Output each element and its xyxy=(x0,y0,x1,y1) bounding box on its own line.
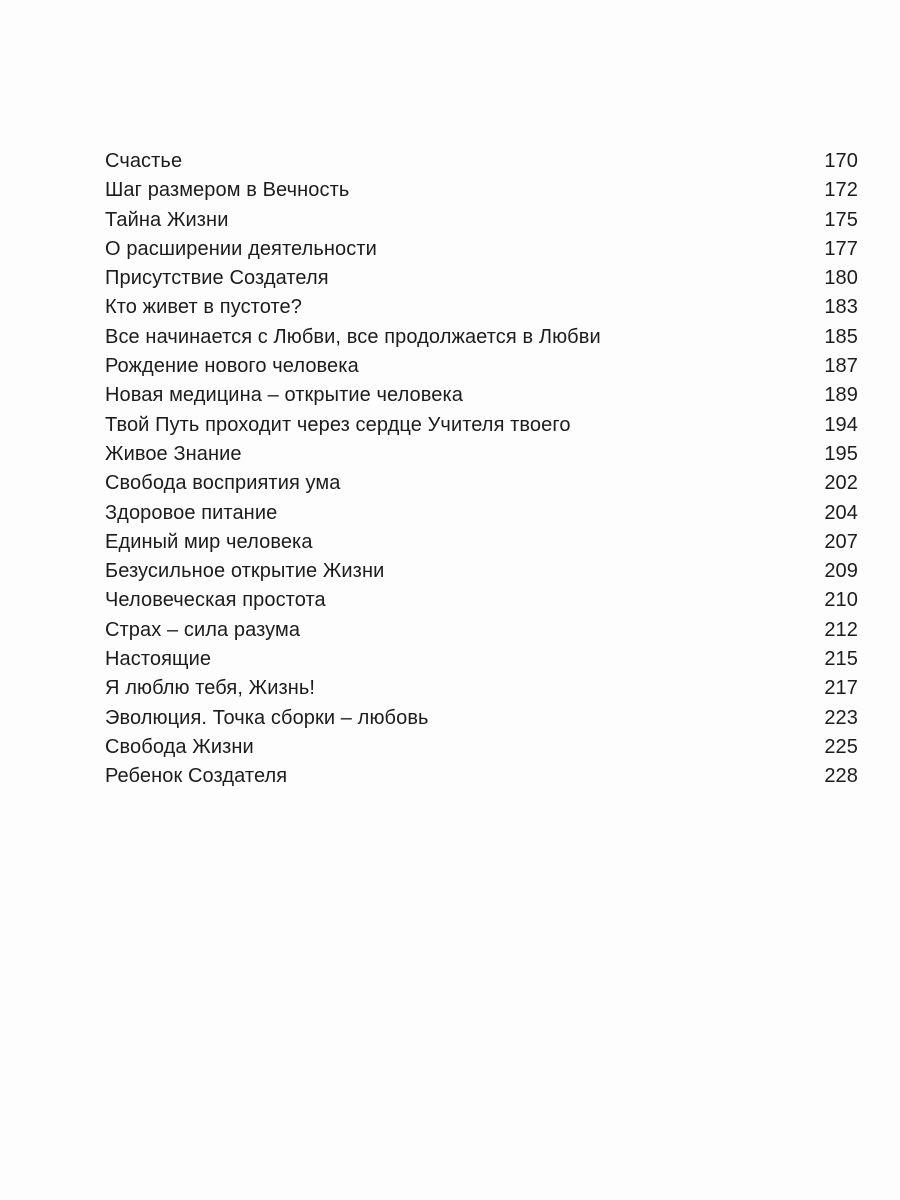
toc-entry xyxy=(105,736,858,765)
toc-entry xyxy=(105,296,858,325)
toc-entry-page: 223 xyxy=(824,706,858,729)
toc-entry-page: 172 xyxy=(824,179,858,202)
toc-entry-page: 215 xyxy=(824,648,858,671)
toc-entry xyxy=(105,765,858,794)
toc-entry-title: О расширении деятельности xyxy=(105,237,377,260)
toc-entry-title: Свобода восприятия ума xyxy=(105,472,341,495)
toc-entry xyxy=(105,560,858,589)
toc-entry-page: 209 xyxy=(824,560,858,583)
toc-entry-page: 170 xyxy=(824,150,858,172)
toc-entry-page: 212 xyxy=(824,618,858,641)
toc-entry-title: Страх – сила разума xyxy=(105,618,301,641)
toc-entry xyxy=(105,238,858,267)
toc-entry-title: Рождение нового человека xyxy=(105,355,359,378)
toc-entry-title: Счастье xyxy=(105,150,183,172)
toc-entry-title: Настоящие xyxy=(105,648,212,671)
toc-entry-page: 183 xyxy=(824,296,858,319)
toc-entry-title: Новая медицина – открытие человека xyxy=(105,384,464,407)
toc-entry-title: Я люблю тебя, Жизнь! xyxy=(105,677,316,700)
toc-entry xyxy=(105,209,858,238)
toc-entry-title: Свобода Жизни xyxy=(105,735,254,758)
toc-entry xyxy=(105,326,858,355)
toc-entry xyxy=(105,677,858,706)
toc-entry-page: 202 xyxy=(824,472,858,495)
toc-entry-page: 207 xyxy=(824,530,858,553)
toc-entry xyxy=(105,267,858,296)
toc-entry-title: Ребенок Создателя xyxy=(105,765,288,788)
toc-entry-page: 187 xyxy=(824,355,858,378)
toc-entry-page: 225 xyxy=(824,735,858,758)
toc-entry xyxy=(105,179,858,208)
toc-entry-page: 185 xyxy=(824,325,858,348)
toc-entry xyxy=(105,355,858,384)
toc-entry-page: 189 xyxy=(824,384,858,407)
toc-entry-page: 175 xyxy=(824,208,858,231)
toc-entry-page: 180 xyxy=(824,267,858,290)
toc-entry xyxy=(105,384,858,413)
toc-entry-page: 217 xyxy=(824,677,858,700)
toc-entry xyxy=(105,619,858,648)
toc-entry xyxy=(105,589,858,618)
toc-entry-title: Человеческая простота xyxy=(105,589,326,612)
toc-entry xyxy=(105,443,858,472)
toc-entry xyxy=(105,472,858,501)
toc-entry-title: Живое Знание xyxy=(105,442,242,465)
toc-entry-title: Безусильное открытие Жизни xyxy=(105,560,385,583)
toc-entry-title: Шаг размером в Вечность xyxy=(105,179,350,202)
toc-entry-page: 204 xyxy=(824,501,858,524)
table-of-contents xyxy=(105,150,858,795)
toc-entry-title: Кто живет в пустоте? xyxy=(105,296,302,319)
toc-entry xyxy=(105,648,858,677)
toc-entry-title: Здоровое питание xyxy=(105,501,278,524)
toc-entry-title: Единый мир человека xyxy=(105,530,313,553)
toc-entry-title: Эволюция. Точка сборки – любовь xyxy=(105,706,429,729)
toc-entry xyxy=(105,531,858,560)
toc-entry xyxy=(105,150,858,179)
toc-entry-page: 228 xyxy=(824,765,858,788)
toc-entry-title: Твой Путь проходит через сердце Учителя твоего xyxy=(105,413,571,436)
toc-entry xyxy=(105,414,858,443)
toc-entry xyxy=(105,502,858,531)
toc-entry-title: Тайна Жизни xyxy=(105,208,229,231)
toc-entry-title: Присутствие Создателя xyxy=(105,267,329,290)
toc-entry-page: 210 xyxy=(824,589,858,612)
toc-entry-page: 194 xyxy=(824,413,858,436)
toc-entry-title: Все начинается с Любви, все продолжается в Любви xyxy=(105,325,601,348)
toc-entry-page: 195 xyxy=(824,442,858,465)
toc-entry xyxy=(105,707,858,736)
toc-entry-page: 177 xyxy=(824,237,858,260)
